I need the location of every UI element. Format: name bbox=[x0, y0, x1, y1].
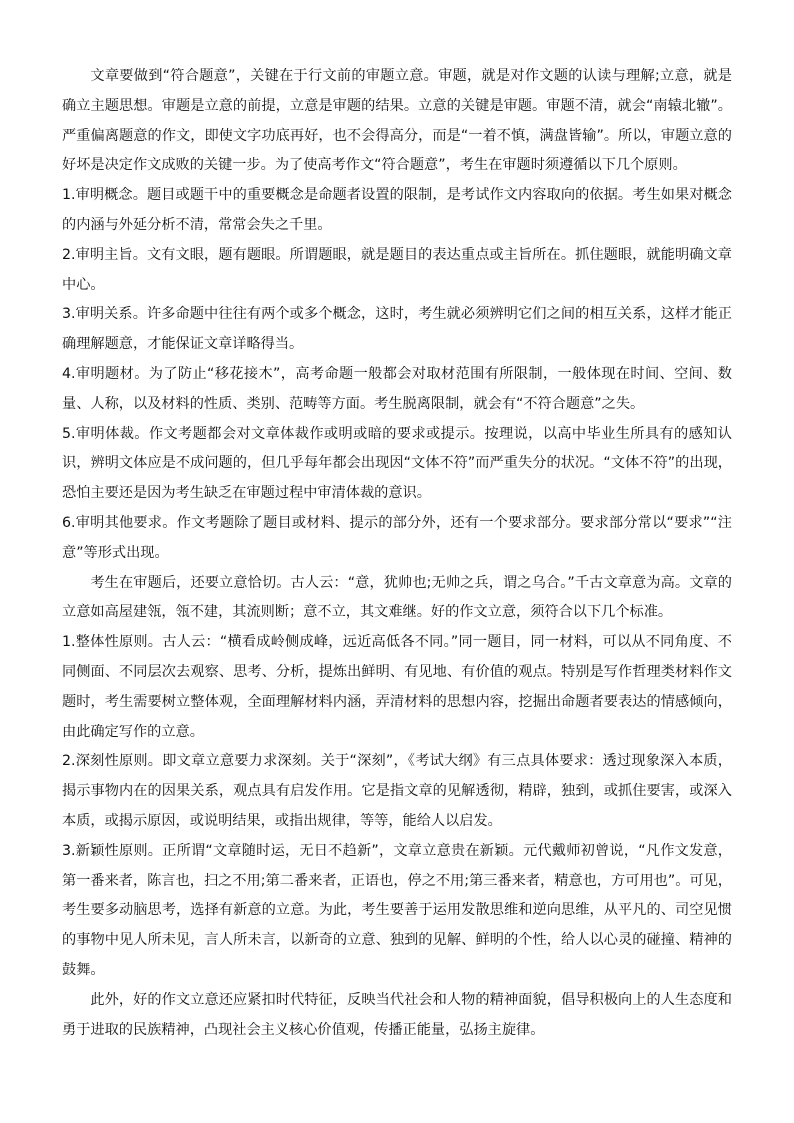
principle-relation-paragraph: 3.审明关系。许多命题中往往有两个或多个概念，这时，考生就必须辨明它们之间的相互关系，这样才能正确理解题意，才能保证文章详略得当。 bbox=[62, 306, 732, 353]
standard-depth-paragraph: 2.深刻性原则。即文章立意要力求深刻。关于“深刻”，《考试大纲》有三点具体要求：透过现象深入本质，揭示事物内在的因果关系，观点具有启发作用。它是指文章的见解透彻，精辟，独到，或抓住要害，或深入本质，或揭示原因，或说明结果，或指出规律，等等，能给人以启发。 bbox=[62, 753, 732, 829]
closing-paragraph: 此外，好的作文立意还应紧扣时代特征，反映当代社会和人物的精神面貌，倡导积极向上的人生态度和勇于进取的民族精神，凸现社会主义核心价值观，传播正能量，弘扬主旋律。 bbox=[62, 991, 732, 1038]
standard-integrity-paragraph: 1.整体性原则。古人云：“横看成岭侧成峰，远近高低各不同。”同一题目，同一材料，可以从不同角度、不同侧面、不同层次去观察、思考、分析，提炼出鲜明、有见地、有价值的观点。特别是写作哲理类材料作文题时，考生需要树立整体观，全面理解材料内涵，弄清材料的思想内容，挖掘出命题者要表达的情感倾向，由此确定写作的立意。 bbox=[62, 634, 732, 740]
principle-theme-paragraph: 2.审明主旨。文有文眼，题有题眼。所谓题眼，就是题目的表达重点或主旨所在。抓住题眼，就能明确文章中心。 bbox=[62, 246, 732, 293]
standard-novelty-paragraph: 3.新颖性原则。正所谓“文章随时运，无日不趋新”，文章立意贵在新颖。元代戴师初曾说，“凡作文发意，第一番来者，陈言也，扫之不用;第二番来者，正语也，停之不用;第三番来者，精意也，方可用也”。可见，考生要多动脑思考，选择有新意的立意。为此，考生要善于运用发散思维和逆向思维，从平凡的、司空见惯的事物中见人所未见，言人所未言，以新奇的立意、独到的见解、鲜明的个性，给人以心灵的碰撞、精神的鼓舞。 bbox=[62, 842, 732, 978]
principle-material-paragraph: 4.审明题材。为了防止“移花接木”，高考命题一般都会对取材范围有所限制，一般体现在时间、空间、数量、人称，以及材料的性质、类别、范畴等方面。考生脱离限制，就会有“不符合题意”之失。 bbox=[62, 365, 732, 412]
principle-other-paragraph: 6.审明其他要求。作文考题除了题目或材料、提示的部分外，还有一个要求部分。要求部分常以“要求”“注意”等形式出现。 bbox=[62, 514, 732, 561]
principle-genre-paragraph: 5.审明体裁。作文考题都会对文章体裁作或明或暗的要求或提示。按理说，以高中毕业生所具有的感知认识，辨明文体应是不成问题的，但几乎每年都会出现因“文体不符”而严重失分的状况。“文体不符”的出现，恐怕主要还是因为考生缺乏在审题过程中审清体裁的意识。 bbox=[62, 425, 732, 502]
intro-paragraph: 文章要做到“符合题意”，关键在于行文前的审题立意。审题，就是对作文题的认读与理解;立意，就是确立主题思想。审题是立意的前提，立意是审题的结果。立意的关键是审题。审题不清，就会“南辕北辙”。严重偏离题意的作文，即使文字功底再好，也不会得高分，而是“一着不慎，满盘皆输”。所以，审题立意的好坏是决定作文成败的关键一步。为了使高考作文“符合题意”，考生在审题时须遵循以下几个原则。 bbox=[62, 68, 732, 174]
conception-intro-paragraph: 考生在审题后，还要立意恰切。古人云：“意，犹帅也;无帅之兵，谓之乌合。”千古文章意为高。文章的立意如高屋建瓴，瓴不建，其流则断；意不立，其文难继。好的作文立意，须符合以下几个标准。 bbox=[62, 574, 732, 621]
principle-concept-paragraph: 1.审明概念。题目或题干中的重要概念是命题者设置的限制，是考试作文内容取向的依据。考生如果对概念的内涵与外延分析不清，常常会失之千里。 bbox=[62, 187, 732, 233]
